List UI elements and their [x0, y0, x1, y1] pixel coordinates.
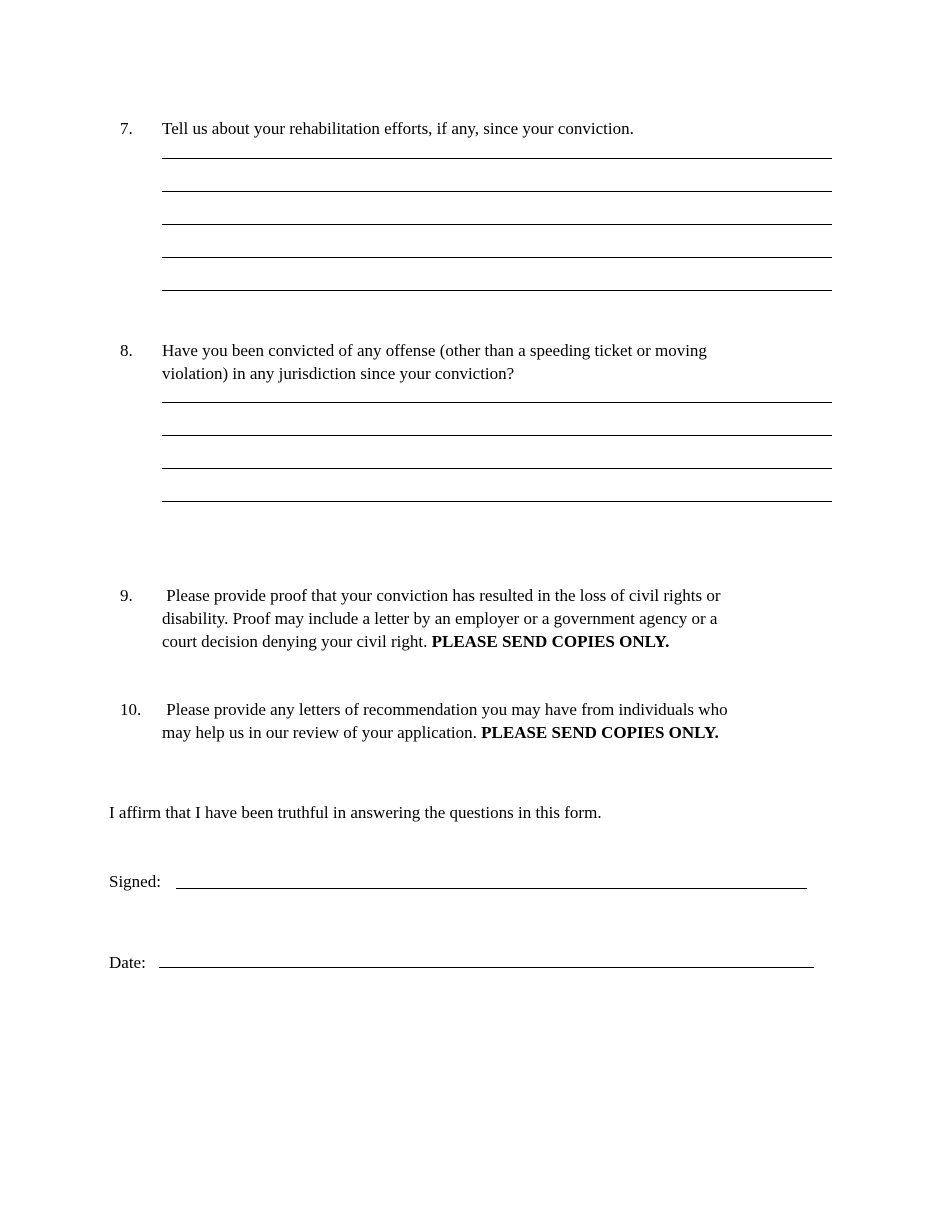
question-text-fragment: court decision denying your civil right.: [162, 632, 432, 651]
question-text-fragment: may help us in our review of your application.: [162, 723, 482, 742]
question-text-line: Please provide any letters of recommendation you may have from individuals who: [162, 700, 728, 719]
copies-only-notice: PLEASE SEND COPIES ONLY.: [481, 723, 719, 742]
affirmation-statement: I affirm that I have been truthful in answering the questions in this form.: [109, 803, 602, 822]
answer-line-q7-2[interactable]: [162, 191, 832, 192]
question-text-line: Please provide proof that your conviction has resulted in the loss of civil rights or: [162, 586, 721, 605]
question-number: 10.: [120, 700, 142, 719]
question-text-line: [162, 721, 832, 744]
question-number: 7.: [120, 119, 133, 138]
question-10: [120, 698, 832, 744]
question-text: [162, 698, 832, 744]
answer-line-q7-4[interactable]: [162, 257, 832, 258]
answer-line-q7-5[interactable]: [162, 290, 832, 291]
question-number: 9.: [120, 586, 133, 605]
question-text: Tell us about your rehabilitation efforts, if any, since your conviction.: [162, 119, 634, 138]
answer-line-q7-1[interactable]: [162, 158, 832, 159]
question-number: 8.: [120, 341, 133, 360]
question-8: [120, 339, 832, 385]
answer-line-q8-3[interactable]: [162, 468, 832, 469]
date-label: Date:: [109, 953, 146, 972]
question-text-line: [162, 630, 832, 653]
question-text: [162, 339, 832, 385]
question-9: [120, 584, 832, 653]
answer-line-q8-2[interactable]: [162, 435, 832, 436]
signed-label: Signed:: [109, 872, 161, 891]
answer-line-q7-3[interactable]: [162, 224, 832, 225]
question-text: [162, 584, 832, 653]
date-line[interactable]: [159, 967, 814, 968]
answer-line-q8-1[interactable]: [162, 402, 832, 403]
copies-only-notice: PLEASE SEND COPIES ONLY.: [431, 632, 670, 651]
question-text-line: violation) in any jurisdiction since your conviction?: [162, 364, 515, 383]
question-text-line: Have you been convicted of any offense (other than a speeding ticket or moving: [162, 341, 707, 360]
answer-line-q8-4[interactable]: [162, 501, 832, 502]
signature-line[interactable]: [176, 888, 807, 889]
question-text-line: disability. Proof may include a letter by an employer or a government agency or a: [162, 609, 718, 628]
